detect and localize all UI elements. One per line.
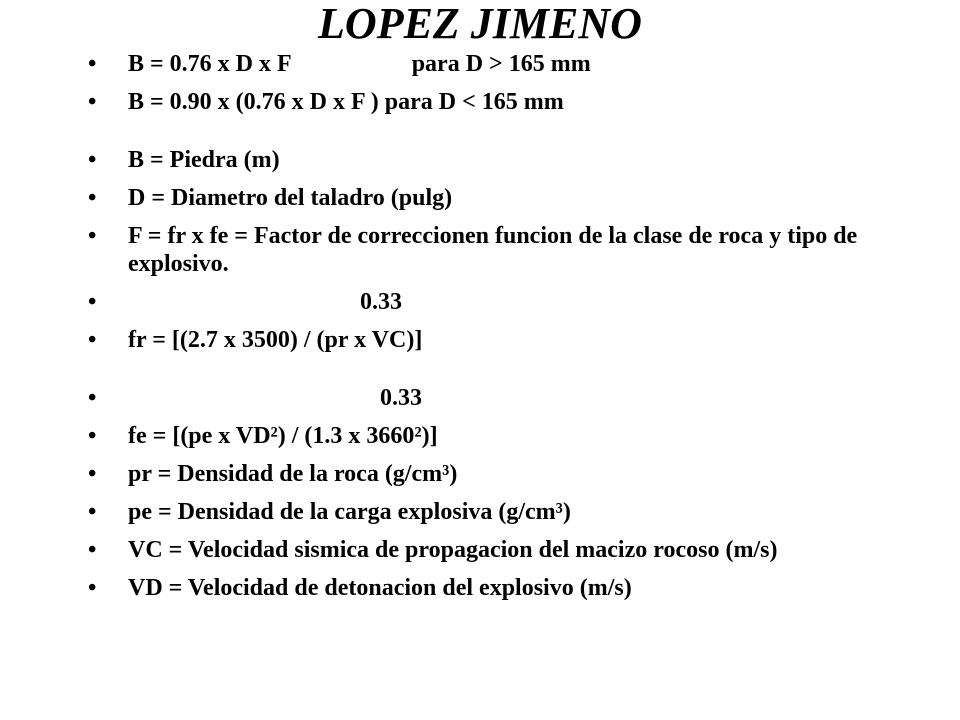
bullet-text: VC = Velocidad sismica de propagacion del macizo rocoso (m/s) — [128, 537, 778, 563]
bullet-text: VD = Velocidad de detonacion del explosivo (m/s) — [128, 575, 632, 601]
bullet-text: pe = Densidad de la carga explosiva (g/cm³) — [128, 499, 571, 525]
bullet-text: B = 0.90 x (0.76 x D x F ) para D < 165 mm — [128, 89, 564, 115]
bullet-def-vd — [88, 574, 918, 602]
bullet-def-vc — [88, 536, 918, 564]
bullet-text: fe = [(pe x VD²) / (1.3 x 3660²)] — [128, 423, 438, 449]
bullet-condition: para D > 165 mm — [411, 51, 591, 77]
bullet-exponent-fe — [88, 384, 918, 412]
bullet-formula-b-large — [88, 50, 918, 78]
bullet-formula-fr — [88, 326, 918, 354]
bullet-text: F = fr x fe = Factor de correccionen funcion de la clase de roca y tipo de explosivo. — [128, 223, 858, 277]
bullet-formula-fe — [88, 422, 918, 450]
bullet-exponent-fr — [88, 288, 918, 316]
bullet-def-d — [88, 184, 918, 212]
bullet-text: 0.33 — [360, 289, 402, 315]
slide-title: LOPEZ JIMENO — [318, 0, 642, 48]
bullet-def-pe — [88, 498, 918, 526]
bullet-def-f — [88, 222, 918, 278]
bullet-list — [88, 44, 918, 602]
bullet-def-b — [88, 146, 918, 174]
bullet-text: 0.33 — [380, 385, 422, 411]
bullet-def-pr — [88, 460, 918, 488]
bullet-text: pr = Densidad de la roca (g/cm³) — [128, 461, 458, 487]
bullet-text: B = Piedra (m) — [128, 147, 280, 173]
bullet-text: fr = [(2.7 x 3500) / (pr x VC)] — [128, 327, 423, 353]
bullet-text: D = Diametro del taladro (pulg) — [128, 185, 453, 211]
bullet-text: B = 0.76 x D x F — [128, 51, 292, 77]
bullet-formula-b-small — [88, 88, 918, 116]
